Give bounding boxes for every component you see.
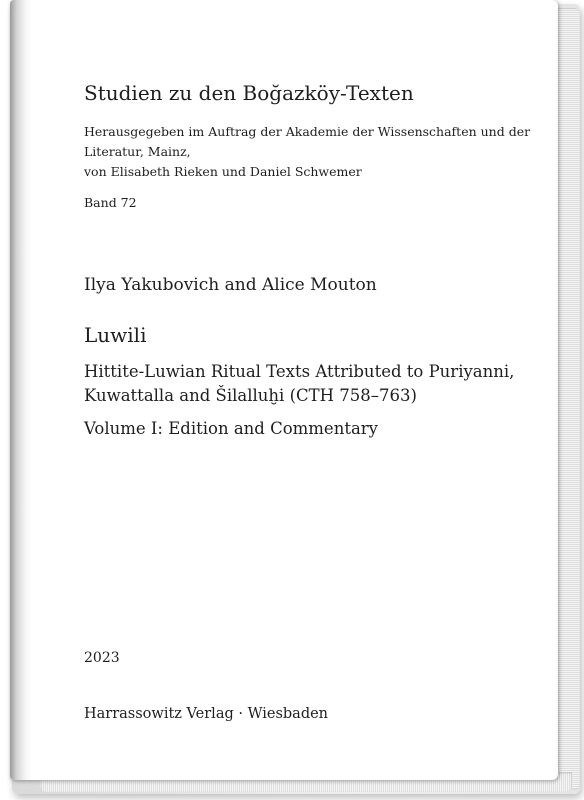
cover-content	[84, 80, 544, 440]
subtitle-line-1: Hittite-Luwian Ritual Texts Attributed to Puriyanni,	[84, 362, 515, 381]
book-subtitle	[84, 360, 544, 408]
book-title: Luwili	[84, 323, 147, 347]
authors: Ilya Yakubovich and Alice Mouton	[84, 275, 377, 295]
book-cover	[10, 0, 558, 780]
editors-line-2: von Elisabeth Rieken und Daniel Schwemer	[84, 164, 362, 179]
publisher: Harrassowitz Verlag · Wiesbaden	[84, 706, 329, 722]
page-edge-right	[556, 8, 580, 790]
editors-line-1: Herausgegeben im Auftrag der Akademie der Wissenschaften und der Literatur, Mainz,	[84, 124, 531, 159]
volume-label: Volume I: Edition and Commentary	[84, 419, 379, 438]
spine-fold	[10, 0, 32, 780]
series-title: Studien zu den Boğazköy-Texten	[84, 81, 414, 105]
subtitle-line-2: Kuwattalla and Šilalluḫi (CTH 758–763)	[84, 386, 417, 405]
publication-year: 2023	[84, 650, 120, 666]
series-editors	[84, 122, 544, 182]
series-band: Band 72	[84, 195, 137, 210]
